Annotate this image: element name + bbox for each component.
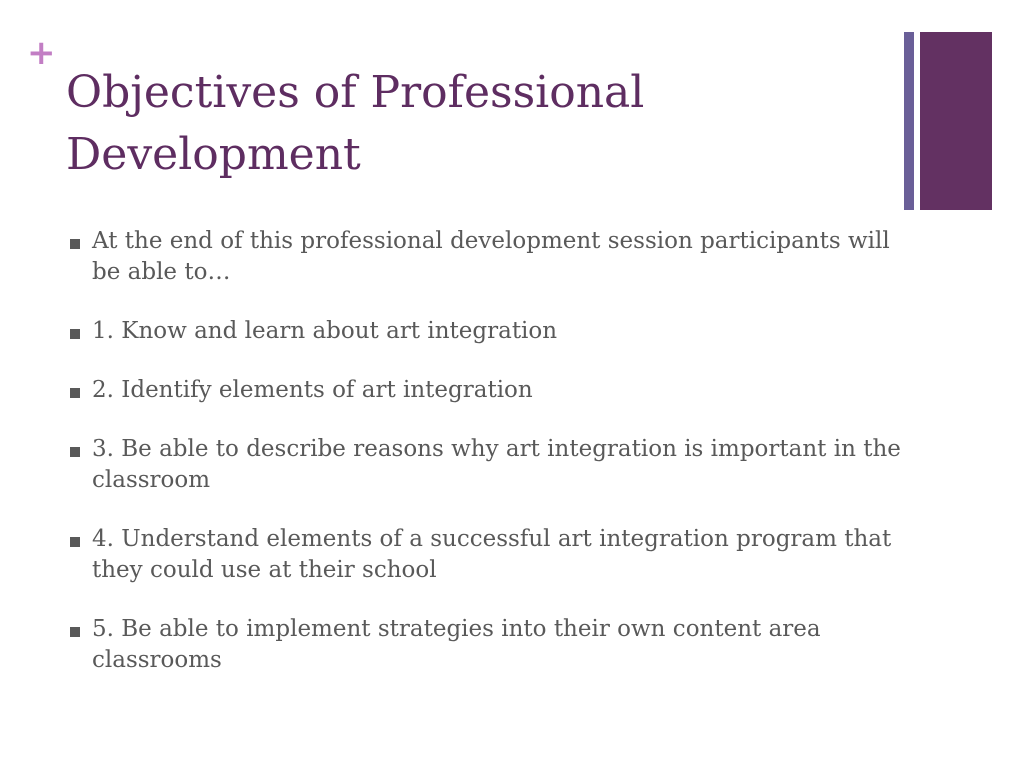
plus-icon: + bbox=[27, 33, 56, 73]
square-bullet-icon bbox=[70, 537, 80, 547]
bullet-text: 3. Be able to describe reasons why art integration is important in the classroom bbox=[92, 436, 901, 493]
bullet-text: 2. Identify elements of art integration bbox=[92, 377, 533, 403]
square-bullet-icon bbox=[70, 239, 80, 249]
square-bullet-icon bbox=[70, 447, 80, 457]
square-bullet-icon bbox=[70, 388, 80, 398]
bullet-text: 5. Be able to implement strategies into their own content area classrooms bbox=[92, 616, 821, 673]
bullet-item bbox=[68, 434, 908, 496]
square-bullet-icon bbox=[70, 329, 80, 339]
bullet-item bbox=[68, 226, 908, 288]
slide-title: Objectives of Professional Development bbox=[66, 67, 645, 180]
bullet-item bbox=[68, 375, 908, 406]
bullet-item bbox=[68, 316, 908, 347]
bullet-item bbox=[68, 524, 908, 586]
bullet-text: At the end of this professional development session participants will be able to… bbox=[92, 228, 890, 285]
bullet-text: 4. Understand elements of a successful art integration program that they could use at their school bbox=[92, 526, 892, 583]
bullet-list bbox=[68, 226, 908, 704]
bullet-text: 1. Know and learn about art integration bbox=[92, 318, 558, 344]
bullet-item bbox=[68, 614, 908, 676]
accent-bar-thin bbox=[904, 32, 914, 210]
square-bullet-icon bbox=[70, 627, 80, 637]
accent-bar-thick bbox=[920, 32, 992, 210]
